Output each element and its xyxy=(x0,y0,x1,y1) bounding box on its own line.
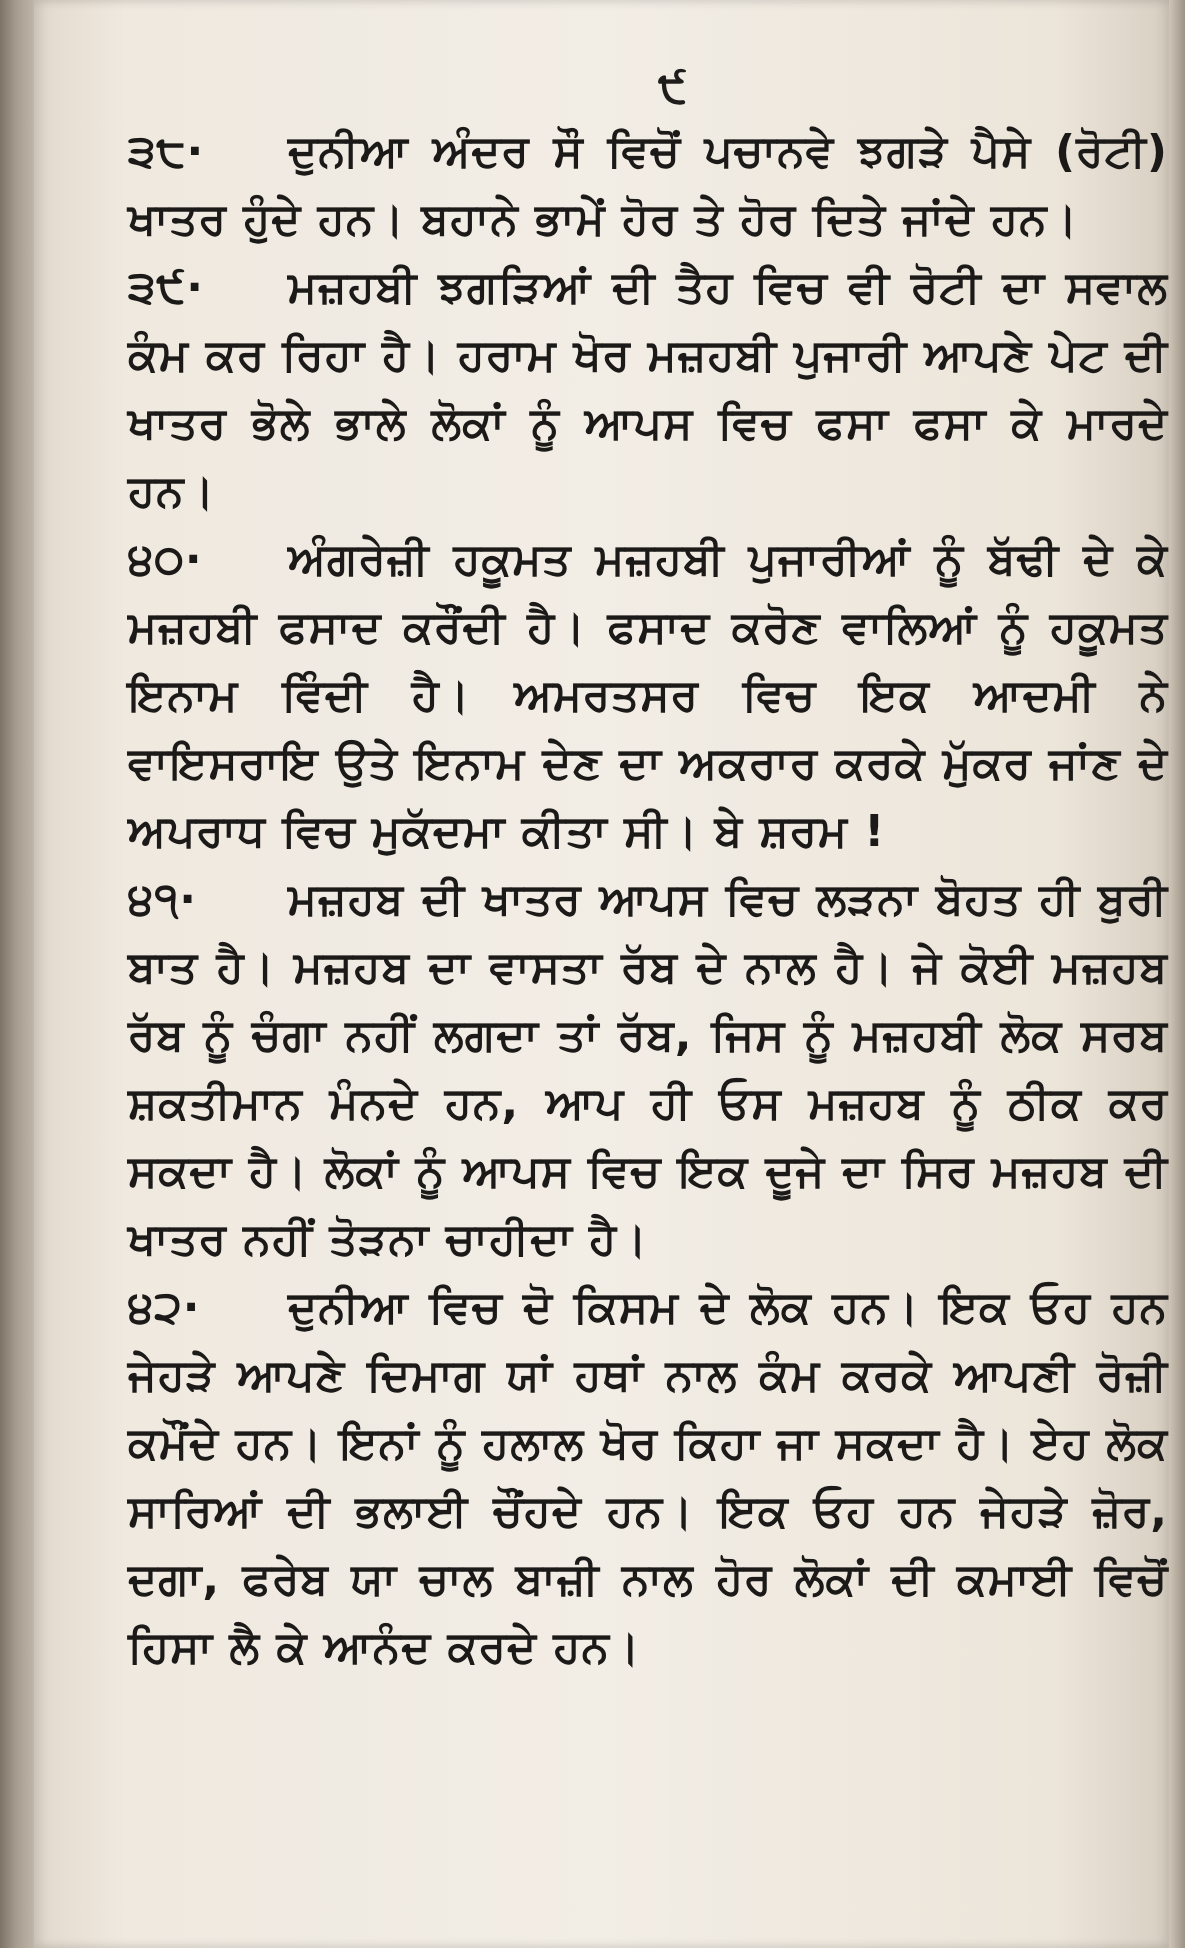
paragraph-text: ਮਜ਼ਹਬ ਦੀ ਖਾਤਰ ਆਪਸ ਵਿਚ ਲੜਨਾ ਬੋਹਤ ਹੀ ਬੁਰੀ ਬਾਤ ਹੈ। ਮਜ਼ਹਬ ਦਾ ਵਾਸਤਾ ਰੱਬ ਦੇ ਨਾਲ ਹੈ। ਜੇ ਕੋਈ ਮਜ਼ਹਬ ਰੱਬ ਨੂੰ ਚੰਗਾ ਨਹੀਂ ਲਗਦਾ ਤਾਂ ਰੱਬ, ਜਿਸ ਨੂੰ ਮਜ਼ਹਬੀ ਲੋਕ ਸਰਬ ਸ਼ਕਤੀਮਾਨ ਮੰਨਦੇ ਹਨ, ਆਪ ਹੀ ਓਸ ਮਜ਼ਹਬ ਨੂੰ ਠੀਕ ਕਰ ਸਕਦਾ ਹੈ। ਲੋਕਾਂ ਨੂੰ ਆਪਸ ਵਿਚ ਇਕ ਦੂਜੇ ਦਾ ਸਿਰ ਮਜ਼ਹਬ ਦੀ ਖਾਤਰ ਨਹੀਂ ਤੋੜਨਾ ਚਾਹੀਦਾ ਹੈ। xyxy=(128,874,1168,1265)
paragraph-text: ਦੁਨੀਆ ਵਿਚ ਦੋ ਕਿਸਮ ਦੇ ਲੋਕ ਹਨ। ਇਕ ਓਹ ਹਨ ਜੇਹੜੇ ਆਪਣੇ ਦਿਮਾਗ ਯਾਂ ਹਥਾਂ ਨਾਲ ਕੰਮ ਕਰਕੇ ਆਪਣੀ ਰੋਜ਼ੀ ਕਮੌਂਦੇ ਹਨ। ਇਨਾਂ ਨੂੰ ਹਲਾਲ ਖੋਰ ਕਿਹਾ ਜਾ ਸਕਦਾ ਹੈ। ਏਹ ਲੋਕ ਸਾਰਿਆਂ ਦੀ ਭਲਾਈ ਚੌਂਹਦੇ ਹਨ। ਇਕ ਓਹ ਹਨ ਜੇਹੜੇ ਜ਼ੋਰ, ਦਗਾ, ਫਰੇਬ ਯਾ ਚਾਲ ਬਾਜ਼ੀ ਨਾਲ ਹੋਰ ਲੋਕਾਂ ਦੀ ਕਮਾਈ ਵਿਚੋਂ ਹਿਸਾ ਲੈ ਕੇ ਆਨੰਦ ਕਰਦੇ ਹਨ। xyxy=(128,1282,1168,1673)
paragraph-number: ੪੧· xyxy=(128,874,197,925)
page-text xyxy=(128,118,1168,1682)
paragraph-number: ੪੨· xyxy=(128,1282,201,1333)
page-edge xyxy=(1169,0,1185,1948)
paragraph-text: ਅੰਗਰੇਜ਼ੀ ਹਕੂਮਤ ਮਜ਼ਹਬੀ ਪੁਜਾਰੀਆਂ ਨੂੰ ਬੱਢੀ ਦੇ ਕੇ ਮਜ਼ਹਬੀ ਫਸਾਦ ਕਰੌਂਦੀ ਹੈ। ਫਸਾਦ ਕਰੋਣ ਵਾਲਿਆਂ ਨੂੰ ਹਕੂਮਤ ਇਨਾਮ ਵਿੰਦੀ ਹੈ। ਅਮਰਤਸਰ ਵਿਚ ਇਕ ਆਦਮੀ ਨੇ ਵਾਇਸਰਾਇ ਉਤੇ ਇਨਾਮ ਦੇਣ ਦਾ ਅਕਰਾਰ ਕਰਕੇ ਮੁੱਕਰ ਜਾਂਣ ਦੇ ਅਪਰਾਧ ਵਿਚ ਮੁਕੱਦਮਾ ਕੀਤਾ ਸੀ। ਬੇ ਸ਼ਰਮ ! xyxy=(128,534,1168,857)
paragraph-text: ਮਜ਼ਹਬੀ ਝਗੜਿਆਂ ਦੀ ਤੈਹ ਵਿਚ ਵੀ ਰੋਟੀ ਦਾ ਸਵਾਲ ਕੰਮ ਕਰ ਰਿਹਾ ਹੈ। ਹਰਾਮ ਖੋਰ ਮਜ਼ਹਬੀ ਪੁਜਾਰੀ ਆਪਣੇ ਪੇਟ ਦੀ ਖਾਤਰ ਭੋਲੇ ਭਾਲੇ ਲੋਕਾਂ ਨੂੰ ਆਪਸ ਵਿਚ ਫਸਾ ਫਸਾ ਕੇ ਮਾਰਦੇ ਹਨ। xyxy=(128,262,1168,517)
paragraph-40 xyxy=(128,526,1168,866)
paragraph-39 xyxy=(128,254,1168,526)
paragraph-number: ੩੯· xyxy=(128,262,204,313)
paragraph-number: ੩੮· xyxy=(128,126,205,177)
paragraph-41 xyxy=(128,866,1168,1274)
page-number: ੯ xyxy=(658,62,687,113)
paragraph-38 xyxy=(128,118,1168,254)
paragraph-42 xyxy=(128,1274,1168,1682)
paragraph-number: ੪੦· xyxy=(128,534,203,585)
paragraph-text: ਦੁਨੀਆ ਅੰਦਰ ਸੌ ਵਿਚੋਂ ਪਚਾਨਵੇ ਝਗੜੇ ਪੈਸੇ (ਰੋਟੀ) ਖਾਤਰ ਹੁੰਦੇ ਹਨ। ਬਹਾਨੇ ਭਾਮੇਂ ਹੋਰ ਤੇ ਹੋਰ ਦਿਤੇ ਜਾਂਦੇ ਹਨ। xyxy=(128,126,1168,245)
